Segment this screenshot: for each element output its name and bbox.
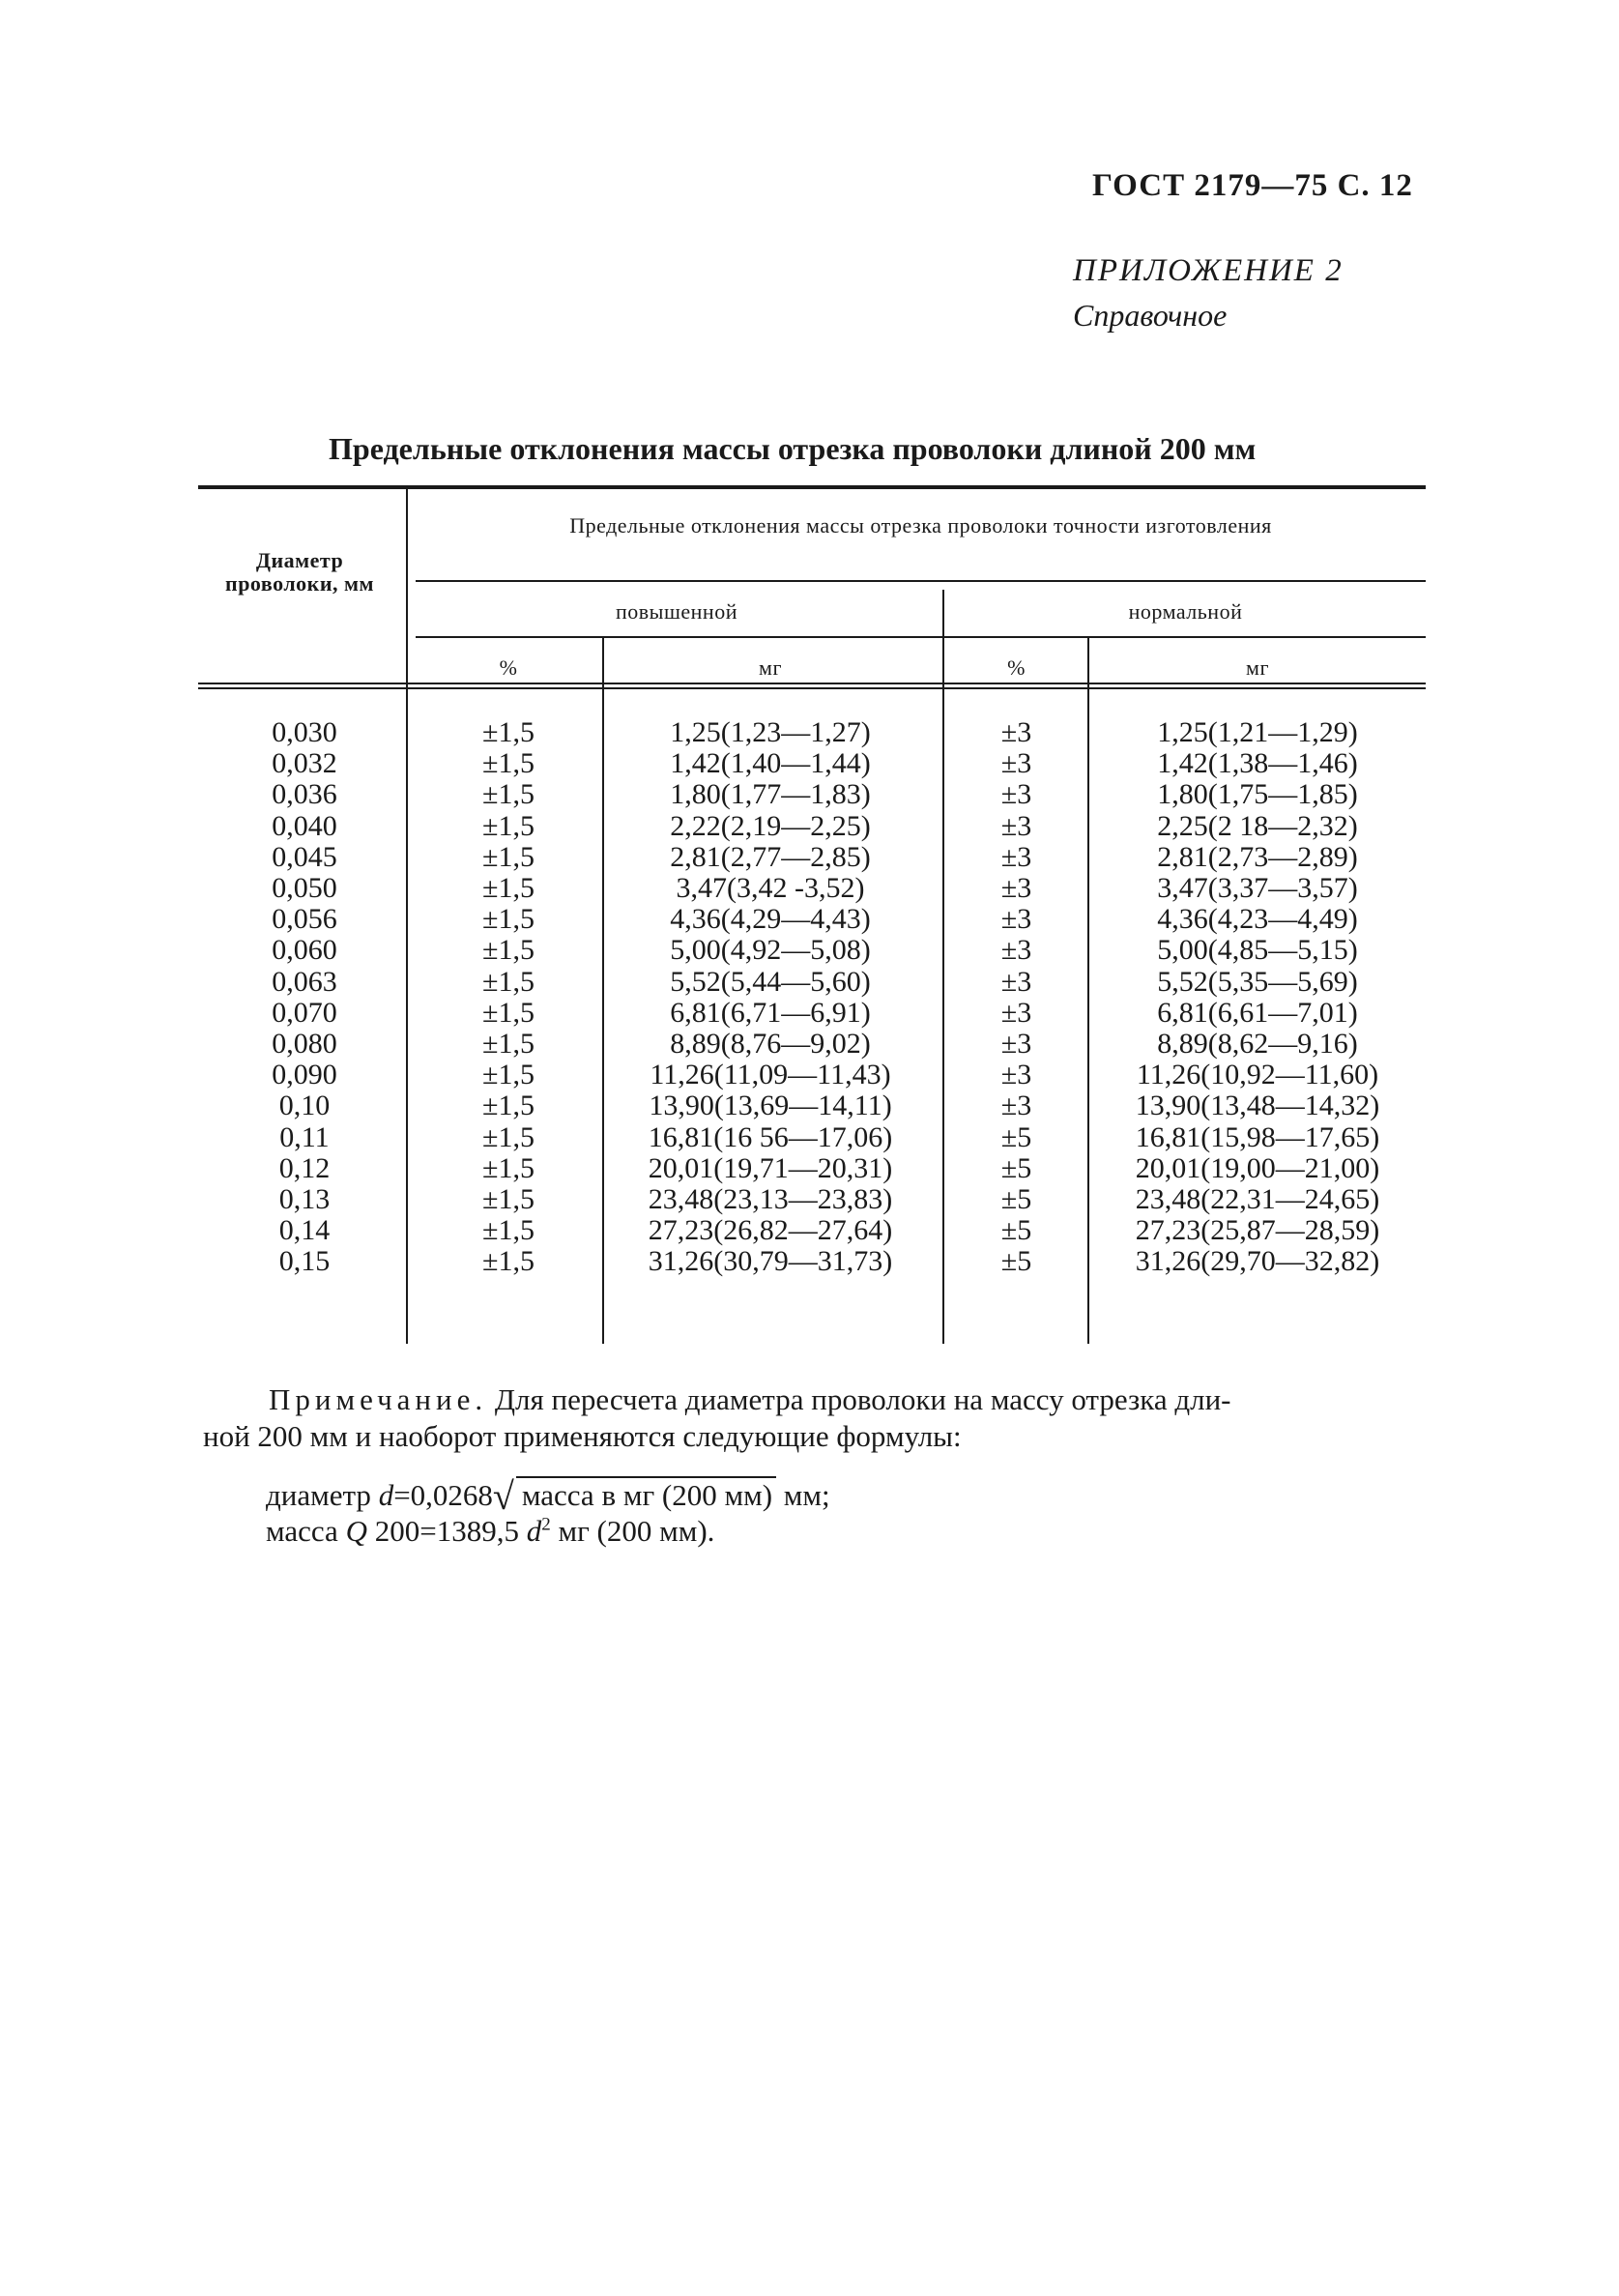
header-deviation-group: Предельные отклонения массы отрезка проволоки точности изготовления — [569, 513, 1272, 538]
cell-percent-normal: ±3 — [1000, 747, 1032, 780]
cell-percent-normal: ±3 — [1000, 934, 1032, 967]
cell-mg-normal: 6,81(6,61—7,01) — [1157, 996, 1358, 1029]
cell-percent-high: ±1,5 — [482, 716, 535, 748]
cell-mg-high: 13,90(13,69—14,11) — [649, 1090, 892, 1122]
cell-diameter: 0,045 — [272, 840, 337, 873]
cell-mg-normal: 1,25(1,21—1,29) — [1157, 716, 1358, 748]
column-percent-high — [416, 717, 601, 1278]
cell-mg-normal: 8,89(8,62—9,16) — [1157, 1028, 1358, 1061]
formula-mass — [266, 1514, 714, 1549]
cell-diameter: 0,11 — [279, 1120, 330, 1153]
cell-diameter: 0,060 — [272, 934, 337, 967]
cell-percent-high: ±1,5 — [482, 934, 535, 967]
cell-mg-high: 4,36(4,29—4,43) — [670, 903, 871, 936]
cell-mg-normal: 1,80(1,75—1,85) — [1157, 778, 1358, 811]
header-normal-precision: нормальной — [1128, 599, 1243, 624]
cell-mg-high: 1,25(1,23—1,27) — [670, 716, 871, 748]
cell-diameter: 0,15 — [278, 1245, 331, 1278]
column-diameter — [246, 717, 362, 1278]
cell-mg-normal: 20,01(19,00—21,00) — [1135, 1151, 1380, 1184]
cell-percent-normal: ±3 — [1000, 778, 1032, 811]
note-line-1 — [269, 1382, 1231, 1417]
cell-percent-high: ±1,5 — [482, 996, 535, 1029]
formula-mass-prefix: масса — [266, 1514, 338, 1548]
formula-diameter-suffix: мм; — [783, 1478, 830, 1512]
cell-mg-normal: 2,25(2 18—2,32) — [1157, 809, 1358, 842]
cell-mg-high: 2,22(2,19—2,25) — [670, 809, 871, 842]
appendix-type: Справочное — [1073, 298, 1228, 333]
appendix-label: ПРИЛОЖЕНИЕ 2 — [1073, 253, 1344, 288]
cell-mg-high: 3,47(3,42 -3,52) — [676, 872, 865, 905]
cell-percent-high: ±1,5 — [482, 1028, 535, 1061]
cell-diameter: 0,14 — [278, 1214, 331, 1247]
cell-percent-high: ±1,5 — [482, 747, 535, 780]
cell-percent-normal: ±5 — [1000, 1245, 1032, 1278]
formula-diameter — [266, 1473, 830, 1519]
cell-mg-normal: 11,26(10,92—11,60) — [1136, 1059, 1379, 1091]
header-mg-high: мг — [759, 655, 782, 680]
column-mg-high — [603, 717, 938, 1278]
header-bottom-rule-2 — [198, 687, 1426, 689]
cell-percent-normal: ±3 — [1000, 965, 1032, 998]
cell-mg-high: 2,81(2,77—2,85) — [670, 840, 871, 873]
formula-mass-eq: 200=1389,5 — [374, 1514, 519, 1548]
cell-percent-normal: ±3 — [1000, 1059, 1032, 1091]
cell-percent-normal: ±3 — [1000, 903, 1032, 936]
cell-diameter: 0,10 — [278, 1090, 331, 1122]
column-percent-normal — [945, 717, 1087, 1278]
cell-percent-normal: ±3 — [1000, 1028, 1032, 1061]
cell-percent-normal: ±3 — [1000, 840, 1032, 873]
formula-mass-suffix: мг (200 мм). — [558, 1514, 715, 1548]
col-divider-3 — [942, 590, 944, 1344]
cell-percent-normal: ±3 — [1000, 872, 1032, 905]
cell-percent-normal: ±5 — [1000, 1120, 1032, 1153]
cell-mg-high: 31,26(30,79—31,73) — [648, 1245, 893, 1278]
header-mg-normal: мг — [1246, 655, 1269, 680]
cell-percent-normal: ±3 — [1000, 809, 1032, 842]
cell-mg-normal: 5,00(4,85—5,15) — [1157, 934, 1358, 967]
cell-mg-high: 27,23(26,82—27,64) — [648, 1214, 893, 1247]
cell-percent-high: ±1,5 — [482, 1120, 535, 1153]
cell-percent-normal: ±3 — [1000, 1090, 1032, 1122]
cell-mg-high: 5,00(4,92—5,08) — [670, 934, 871, 967]
note-text-1: Для пересчета диаметра проволоки на массу отрезка дли- — [494, 1382, 1231, 1416]
cell-diameter: 0,080 — [272, 1028, 337, 1061]
cell-percent-high: ±1,5 — [482, 1151, 535, 1184]
cell-mg-normal: 5,52(5,35—5,69) — [1157, 965, 1358, 998]
cell-percent-normal: ±5 — [1000, 1151, 1032, 1184]
cell-mg-high: 1,42(1,40—1,44) — [670, 747, 871, 780]
column-mg-normal — [1089, 717, 1426, 1278]
cell-mg-high: 5,52(5,44—5,60) — [670, 965, 871, 998]
cell-diameter: 0,090 — [272, 1059, 337, 1091]
cell-mg-high: 16,81(16 56—17,06) — [648, 1120, 893, 1153]
cell-percent-high: ±1,5 — [482, 1059, 535, 1091]
cell-mg-high: 1,80(1,77—1,83) — [670, 778, 871, 811]
cell-diameter: 0,070 — [272, 996, 337, 1029]
cell-diameter: 0,030 — [272, 716, 337, 748]
cell-percent-high: ±1,5 — [482, 965, 535, 998]
formula-mass-exponent: 2 — [541, 1514, 551, 1535]
cell-mg-normal: 1,42(1,38—1,46) — [1157, 747, 1358, 780]
cell-percent-normal: ±3 — [1000, 716, 1032, 748]
col-divider-1 — [406, 489, 408, 1344]
cell-percent-high: ±1,5 — [482, 840, 535, 873]
cell-mg-normal: 3,47(3,37—3,57) — [1157, 872, 1358, 905]
header-diameter: Диаметр проволоки, мм — [225, 548, 374, 596]
cell-mg-normal: 2,81(2,73—2,89) — [1157, 840, 1358, 873]
cell-diameter: 0,063 — [272, 965, 337, 998]
cell-diameter: 0,032 — [272, 747, 337, 780]
cell-percent-high: ±1,5 — [482, 1245, 535, 1278]
formula-diameter-prefix: диаметр — [266, 1478, 371, 1512]
cell-mg-high: 23,48(23,13—23,83) — [648, 1183, 893, 1216]
cell-percent-high: ±1,5 — [482, 1183, 535, 1216]
group-header-rule — [416, 580, 1426, 582]
table-title: Предельные отклонения массы отрезка проволоки длиной 200 мм — [329, 431, 1257, 466]
cell-percent-normal: ±5 — [1000, 1214, 1032, 1247]
formula-mass-d: d — [526, 1514, 542, 1548]
cell-mg-normal: 27,23(25,87—28,59) — [1135, 1214, 1380, 1247]
table-top-rule — [198, 485, 1426, 489]
subgroup-rule — [416, 636, 1426, 638]
cell-mg-normal: 4,36(4,23—4,49) — [1157, 903, 1358, 936]
header-high-precision: повышенной — [616, 599, 737, 624]
cell-percent-high: ±1,5 — [482, 903, 535, 936]
cell-diameter: 0,12 — [278, 1151, 331, 1184]
formula-mass-var: Q — [345, 1514, 367, 1548]
cell-mg-normal: 16,81(15,98—17,65) — [1135, 1120, 1380, 1153]
cell-diameter: 0,050 — [272, 872, 337, 905]
header-bottom-rule-1 — [198, 683, 1426, 684]
cell-mg-high: 6,81(6,71—6,91) — [670, 996, 871, 1029]
cell-percent-normal: ±5 — [1000, 1183, 1032, 1216]
header-percent-normal: % — [1007, 655, 1026, 680]
cell-percent-high: ±1,5 — [482, 1214, 535, 1247]
cell-percent-high: ±1,5 — [482, 872, 535, 905]
note-label: Примечание. — [269, 1382, 488, 1416]
cell-diameter: 0,040 — [272, 809, 337, 842]
cell-mg-high: 8,89(8,76—9,02) — [670, 1028, 871, 1061]
cell-mg-normal: 23,48(22,31—24,65) — [1135, 1183, 1380, 1216]
cell-mg-high: 11,26(11,09—11,43) — [650, 1059, 891, 1091]
document-code: ГОСТ 2179—75 С. 12 — [1092, 168, 1413, 203]
cell-mg-high: 20,01(19,71—20,31) — [648, 1151, 893, 1184]
cell-diameter: 0,13 — [278, 1183, 331, 1216]
note-line-2: ной 200 мм и наоборот применяются следующие формулы: — [203, 1419, 962, 1453]
cell-diameter: 0,056 — [272, 903, 337, 936]
cell-mg-normal: 13,90(13,48—14,32) — [1135, 1090, 1380, 1122]
square-root-icon: √ — [492, 1474, 514, 1518]
cell-mg-normal: 31,26(29,70—32,82) — [1135, 1245, 1380, 1278]
formula-diameter-radicand: масса в мг (200 мм) — [516, 1476, 776, 1513]
header-percent-high: % — [499, 655, 518, 680]
formula-diameter-eq: =0,0268 — [393, 1478, 493, 1512]
cell-diameter: 0,036 — [272, 778, 337, 811]
formula-diameter-var: d — [378, 1478, 394, 1512]
cell-percent-high: ±1,5 — [482, 778, 535, 811]
cell-percent-normal: ±3 — [1000, 996, 1032, 1029]
cell-percent-high: ±1,5 — [482, 809, 535, 842]
cell-percent-high: ±1,5 — [482, 1090, 535, 1122]
